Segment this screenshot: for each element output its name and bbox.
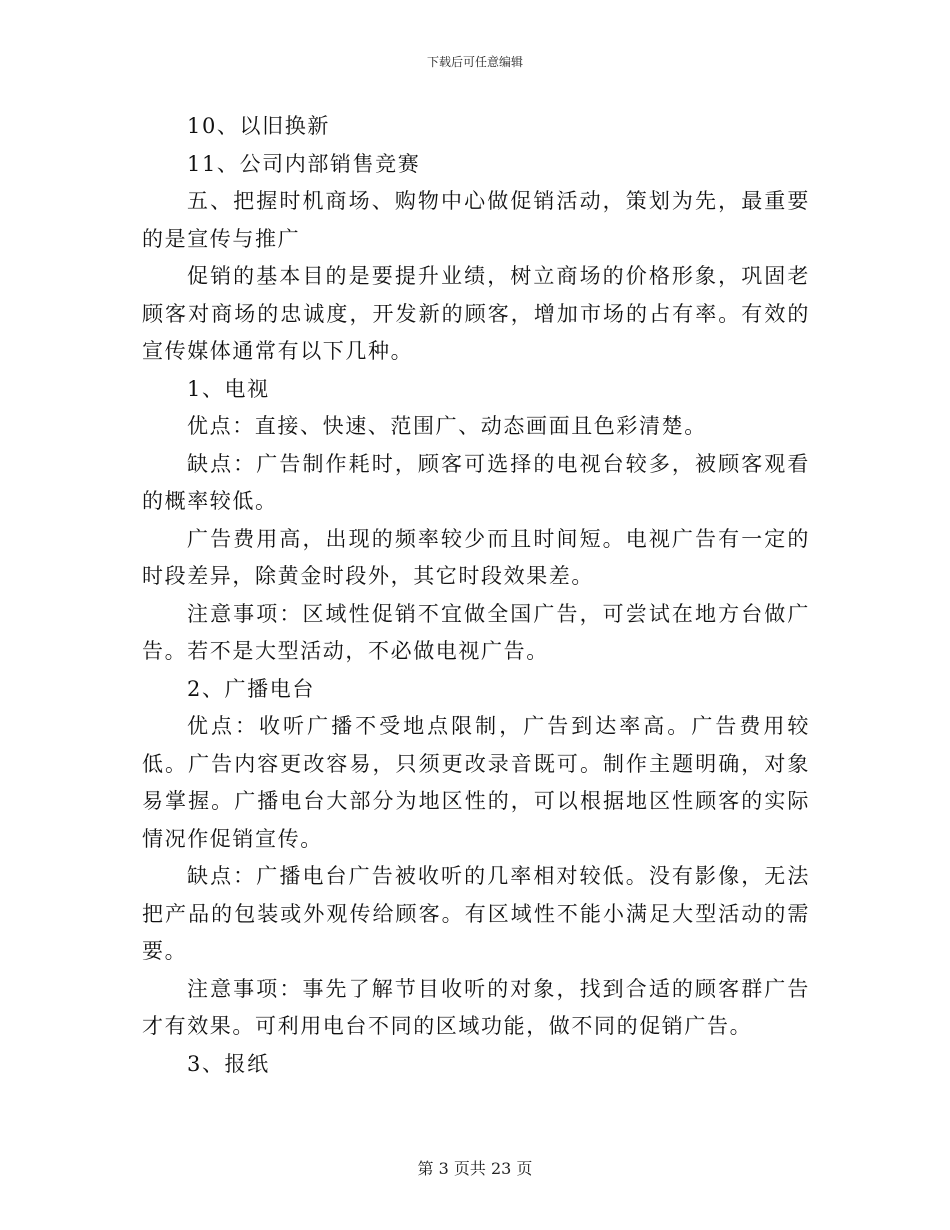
subheading-newspaper: 3、报纸 xyxy=(187,1051,270,1076)
intro-paragraph: 促销的基本目的是要提升业绩，树立商场的价格形象，巩固老顾客对商场的忠诚度，开发新的顾客，增加市场的占有率。有效的宣传媒体通常有以下几种。 xyxy=(142,264,810,363)
header-note: 下载后可任意编辑 xyxy=(426,55,523,69)
list-item-11: 11、公司内部销售竞赛 xyxy=(187,151,421,176)
section-heading-5: 五、把握时机商场、购物中心做促销活动，策划为先，最重要的是宣传与推广 xyxy=(142,189,810,251)
radio-notes: 注意事项：事先了解节目收听的对象，找到合适的顾客群广告才有效果。可利用电台不同的区域功能，做不同的促销广告。 xyxy=(142,976,810,1038)
page-number-footer: 第 3 页共 23 页 xyxy=(417,1159,533,1178)
tv-cost-paragraph: 广告费用高，出现的频率较少而且时间短。电视广告有一定的时段差异，除黄金时段外，其它时段效果差。 xyxy=(142,526,810,588)
list-item-10: 10、以旧换新 xyxy=(187,114,330,138)
tv-disadvantages: 缺点：广告制作耗时，顾客可选择的电视台较多，被顾客观看的概率较低。 xyxy=(142,451,810,513)
subheading-radio: 2、广播电台 xyxy=(187,676,315,701)
page-body xyxy=(142,108,810,1083)
tv-advantages: 优点：直接、快速、范围广、动态画面且色彩清楚。 xyxy=(187,414,707,438)
radio-advantages: 优点：收听广播不受地点限制，广告到达率高。广告费用较低。广告内容更改容易，只须更改录音既可。制作主题明确，对象易掌握。广播电台大部分为地区性的，可以根据地区性顾客的实际情况作促销宣传。 xyxy=(142,714,810,851)
radio-disadvantages: 缺点：广播电台广告被收听的几率相对较低。没有影像，无法把产品的包装或外观传给顾客。有区域性不能小满足大型活动的需要。 xyxy=(142,864,810,963)
subheading-tv: 1、电视 xyxy=(187,376,270,401)
tv-notes: 注意事项：区域性促销不宜做全国广告，可尝试在地方台做广告。若不是大型活动，不必做电视广告。 xyxy=(142,601,810,663)
